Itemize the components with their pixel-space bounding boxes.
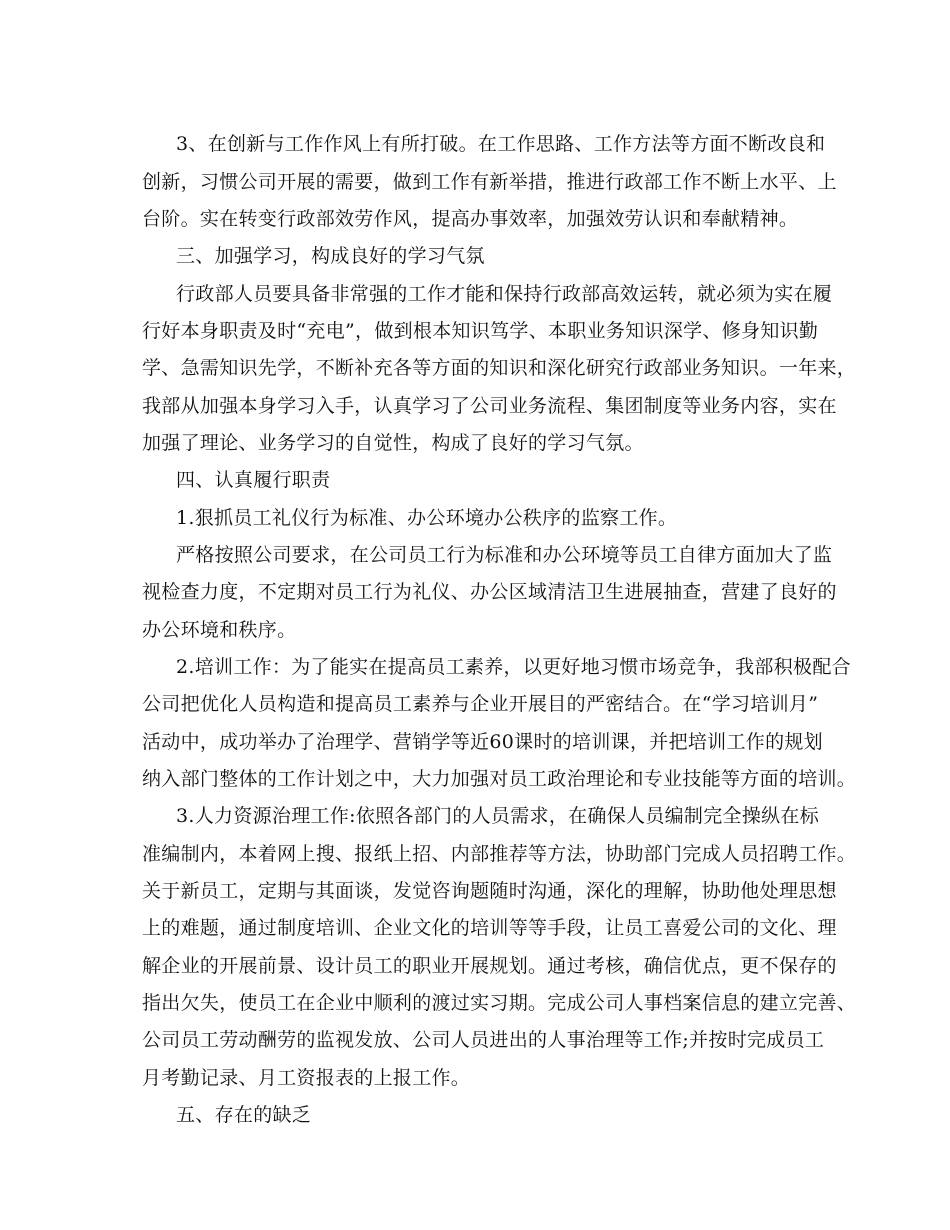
text-line: 活动中，成功举办了治理学、营销学等近60课时的培训课，并把培训工作的规划 (142, 731, 823, 753)
subsection-heading: 1.狠抓员工礼仪行为标准、办公环境办公秩序的监察工作。 (176, 507, 678, 529)
text-line: 公司把优化人员构造和提高员工素养与企业开展目的严密结合。在“学习培训月” (142, 693, 819, 715)
text-line: 行政部人员要具备非常强的工作才能和保持行政部高效运转，就必须为实在履 (176, 283, 833, 305)
text-line: 我部从加强本身学习入手，认真学习了公司业务流程、集团制度等业务内容，实在 (142, 395, 837, 417)
text-line: 纳入部门整体的工作计划之中，大力加强对员工政治理论和专业技能等方面的培训。 (142, 768, 857, 790)
text-line: 解企业的开展前景、设计员工的职业开展规划。通过考核，确信优点，更不保存的 (142, 955, 837, 977)
text-line: 办公环境和秩序。 (142, 619, 297, 641)
text-line: 2.培训工作：为了能实在提高员工素养，以更好地习惯市场竞争，我部积极配合 (176, 656, 851, 678)
text-line: 准编制内，本着网上搜、报纸上招、内部推荐等方法，协助部门完成人员招聘工作。 (142, 843, 857, 865)
text-line: 上的难题，通过制度培训、企业文化的培训等等手段，让员工喜爱公司的文化、理 (142, 917, 837, 939)
text-line: 视检查力度，不定期对员工行为礼仪、办公区域清洁卫生进展抽查，营建了良好的 (142, 581, 837, 603)
text-line: 3、在创新与工作作风上有所打破。在工作思路、工作方法等方面不断改良和 (176, 133, 826, 155)
text-line: 台阶。实在转变行政部效劳作风，提高办事效率，加强效劳认识和奉献精神。 (142, 208, 799, 230)
text-line: 3.人力资源治理工作:依照各部门的人员需求，在确保人员编制完全操纵在标 (176, 805, 820, 827)
text-line: 公司员工劳动酬劳的监视发放、公司人员进出的人事治理等工作;并按时完成员工 (142, 1029, 825, 1051)
text-line: 指出欠失，使员工在企业中顺利的渡过实习期。完成公司人事档案信息的建立完善、 (142, 992, 857, 1014)
text-line: 月考勤记录、月工资报表的上报工作。 (142, 1067, 471, 1089)
text-line: 行好本身职责及时“充电”，做到根本知识笃学、本职业务知识深学、修身知识勤 (142, 320, 819, 342)
text-line: 学、急需知识先学，不断补充各等方面的知识和深化研究行政部业务知识。一年来， (142, 357, 857, 379)
text-line: 加强了理论、业务学习的自觉性，构成了良好的学习气氛。 (142, 432, 644, 454)
section-heading: 三、加强学习，构成良好的学习气氛 (176, 245, 485, 267)
section-heading: 四、认真履行职责 (176, 469, 331, 491)
text-line: 创新，习惯公司开展的需要，做到工作有新举措，推进行政部工作不断上水平、上 (142, 171, 837, 193)
section-heading: 五、存在的缺乏 (176, 1104, 312, 1126)
text-line: 严格按照公司要求，在公司员工行为标准和办公环境等员工自律方面加大了监 (176, 544, 833, 566)
text-line: 关于新员工，定期与其面谈，发觉咨询题随时沟通，深化的理解，协助他处理思想 (142, 880, 837, 902)
